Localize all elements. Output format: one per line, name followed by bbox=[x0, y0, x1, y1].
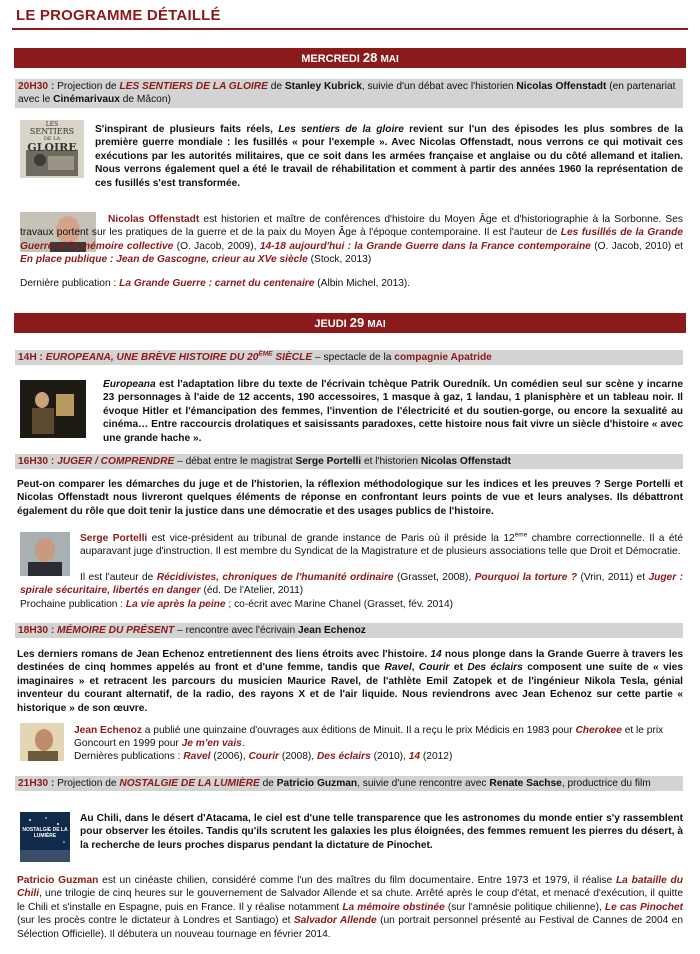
text: Dernière publication : bbox=[20, 278, 120, 289]
text: Prochaine publication : bbox=[20, 599, 126, 610]
text: est historien et maître de conférences d'histoire du Moyen Âge et d'historiographie à la Sorbonne. Ses travaux portent sur les pratiques de la guerre et de la paix du Moyen Âge à l'époque contemporaine. Il est l'auteur de bbox=[20, 214, 683, 239]
text: Projection de bbox=[54, 778, 120, 789]
text: , une trilogie de cinq heures sur le gouvernement de Salvador Allende et sa chute. Arrêté après le coup d'état, et menacé d'exécution, il quitte le Chili et s'installe en Espagne, puis en France. Il y réalise notamment bbox=[17, 888, 683, 913]
text: (en partenariat avec le bbox=[18, 81, 676, 106]
last-publications-echenoz bbox=[74, 750, 452, 763]
book-title: La bataille du Chili bbox=[17, 875, 683, 900]
book-title: Pourquoi la torture ? bbox=[474, 572, 578, 583]
text: Peut-on comparer les démarches du juge et de l'historien, la réflexion méthodologique sur les indices et les preuves ? Serge Portelli et Nicolas Offenstadt nous livreront quelques éléments de réponse en confrontant leurs points de vue et leurs analyses. Ils débattront également du rôle que doit tenir la justice dans une démocratie et des usages publics de l'histoire. bbox=[17, 479, 683, 517]
text: Au Chili, dans le désert d'Atacama, le ciel est d'une telle transparence que les astronomes du monde entier s'y rassemblent pour observer les étoiles. Tandis qu'ils scrutent les galaxies les plus éloignées, des femmes remuent les pierres du désert, à la recherche de leurs proches disparus pendant la dictature de Pinochet. bbox=[80, 813, 683, 851]
text: , suivie d'un débat avec l'historien bbox=[361, 81, 517, 92]
text: est vice-président au tribunal de grande instance de Paris où il préside la 12 bbox=[147, 533, 515, 544]
book-title: La mémoire obstinée bbox=[342, 901, 445, 913]
book-title: Des éclairs bbox=[316, 751, 371, 762]
film-synopsis-sentiers bbox=[95, 123, 683, 190]
show-title bbox=[43, 352, 312, 363]
superscript: ÈME bbox=[258, 350, 273, 358]
portrait-image bbox=[20, 532, 70, 576]
text: , suivie d'une rencontre avec bbox=[357, 778, 490, 789]
guest-name: Nicolas Offenstadt bbox=[516, 81, 607, 92]
text: et le prix Goncourt en 1999 pour bbox=[74, 725, 664, 750]
book-title: Ravel bbox=[183, 751, 211, 762]
text: (Grasset, 2008), bbox=[393, 572, 475, 583]
text: et bbox=[449, 662, 468, 674]
bio-name: Nicolas Offenstadt bbox=[108, 214, 200, 225]
bio-nicolas-offenstadt bbox=[20, 213, 683, 267]
session-time: 16H30 : bbox=[18, 456, 55, 467]
text: chambre correctionnelle. Il a été auparavant juge d'instruction. Il est membre du Syndicat de la Magistrature et de plusieurs associations telle que Droit et Démocratie. bbox=[80, 533, 683, 558]
last-publication-offenstadt bbox=[20, 277, 410, 290]
day-number: 29 bbox=[349, 315, 365, 330]
text: et l'historien bbox=[361, 456, 421, 467]
text: S'inspirant de plusieurs faits réels, bbox=[95, 124, 279, 135]
show-title: Europeana bbox=[103, 379, 156, 390]
book-title: La Grande Guerre : carnet du centenaire bbox=[119, 278, 315, 289]
text: de bbox=[267, 81, 285, 92]
book-title: Courir bbox=[248, 751, 279, 762]
partner-name: Cinémarivaux bbox=[53, 94, 120, 106]
text: – rencontre avec l'écrivain bbox=[174, 625, 298, 636]
text: Projection de bbox=[54, 81, 120, 92]
text: , productrice du film bbox=[561, 778, 651, 789]
text: . bbox=[241, 738, 245, 750]
text: est un cinéaste chilien, considéré comme l'un des maîtres du film documentaire. Entre 1973 et 1979, il réalise bbox=[98, 875, 616, 886]
show-photo-europeana bbox=[20, 380, 86, 438]
text: SIÈCLE bbox=[272, 352, 313, 363]
text: (2006), bbox=[210, 751, 249, 762]
book-title: Salvador Allende bbox=[293, 915, 377, 927]
text: de Mâcon) bbox=[119, 94, 171, 106]
text: (Vrin, 2011) et bbox=[577, 572, 649, 583]
text: (O. Jacob, 2010) et bbox=[590, 240, 684, 252]
bio-name: Patricio Guzman bbox=[17, 875, 99, 886]
poster-line: DE LA bbox=[43, 135, 61, 142]
text: est l'adaptation libre du texte de l'écrivain tchèque Patrik Ouredník. Un comédien seul sur scène y incarne 23 personnages à l'aide de 12 accents, 190 accessoires, 1 masque à gaz, 1 landau, 1 planisphère et un tableau noir. Il évoque Hitler et l'émancipation des femmes, l'invention de l'électricité et du soutien-gorge, ou encore la sexualité au cinéma… Entre raccourcis drolatiques et saisissants paradoxes, cette histoire nous fait vivre un siècle d'histoire « avec une grande hache ». bbox=[103, 379, 683, 444]
book-title: Le cas Pinochet bbox=[604, 901, 683, 913]
poster-title bbox=[20, 122, 84, 153]
portrait-serge-portelli bbox=[20, 532, 70, 576]
text: composent une suite de « vies imaginaires » et retracent les parcours du musicien Maurice Ravel, de l'athlète Emil Zatopek et de l'ingénieur Nikola Tesla, génial inventeur du courant alternatif, de la radio, des rayons X et de l'air liquide. Nous reviendrons avec Jean Echenoz sur cette partie « historique » de son œuvre. bbox=[17, 662, 683, 714]
company-name: compagnie Apatride bbox=[394, 352, 492, 363]
book-title: Je m'en vais bbox=[181, 738, 242, 750]
book-title: Les fusillés de la Grande Guerre et la mémoire collective bbox=[20, 227, 683, 252]
text: (Stock, 2013) bbox=[307, 254, 372, 266]
film-title: LES SENTIERS DE LA GLOIRE bbox=[119, 81, 268, 92]
day-weekday: MERCREDI bbox=[301, 53, 360, 65]
day-month: MAI bbox=[380, 54, 399, 65]
session-header-1630 bbox=[15, 454, 683, 469]
portrait-image bbox=[20, 723, 64, 761]
film-title: Les sentiers de la gloire bbox=[278, 124, 404, 135]
title-divider bbox=[12, 28, 688, 30]
text: Dernières publications : bbox=[74, 751, 184, 762]
guest-name: Jean Echenoz bbox=[297, 625, 366, 636]
books-serge-portelli bbox=[20, 571, 683, 598]
day-month: MAI bbox=[367, 319, 386, 330]
text: revient sur l'un des épisodes les plus sombres de la première guerre mondiale : les fusillés « pour l'exemple ». Avec Nicolas Offenstadt, nous verrons ce qui motivait ces exécutions par les autorités militaires, que ce soit dans les armées française et anglaise ou du côté allemand et italien. Nous verrons également quel a été le travail de réhabilitation et comment à partir des années 1960 la représentation de ces fusillés s'est transformée. bbox=[95, 124, 684, 189]
director-name: Patricio Guzman bbox=[276, 778, 358, 789]
guest-name: Serge Portelli bbox=[295, 456, 362, 467]
session-time: 18H30 : bbox=[18, 625, 55, 636]
text: (sur l'amnésie politique chilienne), bbox=[444, 901, 605, 913]
book-title: Courir bbox=[418, 662, 450, 674]
text: ; co-écrit avec Marine Chanel (Grasset, fév. 2014) bbox=[225, 599, 454, 610]
book-title: Des éclairs bbox=[467, 662, 523, 674]
session-header-2030 bbox=[15, 79, 683, 108]
next-publication-portelli bbox=[20, 598, 453, 611]
debate-title: JUGER / COMPRENDRE bbox=[54, 456, 175, 467]
debate-description bbox=[17, 478, 683, 518]
superscript: ème bbox=[514, 531, 528, 539]
director-name: Stanley Kubrick bbox=[284, 81, 362, 92]
text: (sur les procès contre le dictateur à Londres et Santiago) et bbox=[17, 915, 294, 927]
guest-name: Nicolas Offenstadt bbox=[420, 456, 511, 467]
poster-line: GLOIRE bbox=[27, 140, 77, 154]
session-header-1400 bbox=[15, 350, 683, 365]
day-banner-thursday bbox=[14, 313, 686, 333]
text: (Albin Michel, 2013). bbox=[314, 278, 411, 289]
book-title: 14 bbox=[430, 649, 442, 660]
text: (un portrait personnel présenté au Festival de Cannes de 2004 en Sélection Officielle). Il débutera un nouveau tournage en février 2014. bbox=[17, 915, 683, 940]
text: EUROPEANA, UNE BRÈVE HISTOIRE DU 20 bbox=[42, 352, 259, 363]
day-banner-wednesday bbox=[14, 48, 686, 68]
film-poster-nostalgie bbox=[20, 812, 70, 862]
text: (éd. De l'Atelier, 2011) bbox=[200, 585, 304, 597]
text: nous plonge dans la Grande Guerre à travers les destinées de cinq hommes appelés au front et d'une femme, tandis que bbox=[17, 649, 684, 674]
bio-name: Jean Echenoz bbox=[74, 725, 142, 736]
bio-serge-portelli bbox=[80, 532, 683, 559]
text: – spectacle de la bbox=[312, 352, 395, 363]
text: (2010), bbox=[370, 751, 409, 762]
text: – débat entre le magistrat bbox=[174, 456, 296, 467]
show-description-europeana bbox=[103, 378, 683, 445]
echenoz-description bbox=[17, 648, 683, 715]
guest-name: Renate Sachse bbox=[489, 778, 562, 789]
page-title: LE PROGRAMME DÉTAILLÉ bbox=[16, 7, 221, 24]
book-title: La vie après la peine bbox=[125, 599, 226, 610]
session-time: 21H30 : bbox=[18, 778, 55, 789]
session-time: 20H30 : bbox=[18, 81, 55, 92]
film-poster-sentiers bbox=[20, 120, 84, 178]
bio-patricio-guzman bbox=[17, 874, 683, 941]
session-time: 14H : bbox=[18, 352, 43, 363]
text: (2008), bbox=[279, 751, 317, 762]
book-title: Juger : spirale sécuritaire, libertés en danger bbox=[20, 572, 683, 597]
text: (O. Jacob, 2009), bbox=[173, 240, 260, 252]
session-header-1830 bbox=[15, 623, 683, 638]
text: de bbox=[259, 778, 277, 789]
film-title: NOSTALGIE DE LA LUMIÈRE bbox=[119, 778, 260, 789]
bio-jean-echenoz bbox=[74, 724, 683, 751]
poster-line: LES bbox=[45, 121, 59, 128]
text: Il est l'auteur de bbox=[80, 572, 157, 583]
session-header-2130 bbox=[15, 776, 683, 791]
book-title: Cherokee bbox=[575, 725, 622, 736]
text: Les derniers romans de Jean Echenoz entretiennent des liens étroits avec l'histoire. bbox=[17, 649, 431, 660]
bio-name: Serge Portelli bbox=[80, 533, 148, 544]
show-image bbox=[20, 380, 86, 438]
poster-line: SENTIERS bbox=[29, 127, 75, 137]
day-weekday: JEUDI bbox=[314, 318, 347, 330]
book-title: Récidivistes, chroniques de l'humanité ordinaire bbox=[156, 572, 394, 583]
poster-title: NOSTALGIE DE LA LUMIÈRE bbox=[22, 827, 68, 839]
book-title: En place publique : Jean de Gascogne, crieur au XVe siècle bbox=[20, 254, 308, 266]
portrait-jean-echenoz bbox=[20, 723, 64, 761]
book-title: Ravel bbox=[384, 662, 412, 674]
book-title: 14 bbox=[408, 751, 421, 762]
day-number: 28 bbox=[362, 50, 378, 65]
text: , bbox=[411, 662, 419, 674]
text: a publié une quinzaine d'ouvrages aux éditions de Minuit. Il a reçu le prix Médicis en 1983 pour bbox=[141, 725, 576, 736]
text: (2012) bbox=[420, 751, 453, 762]
film-synopsis-nostalgie bbox=[80, 812, 683, 852]
meeting-title: MÉMOIRE DU PRÉSENT bbox=[54, 625, 175, 636]
book-title: 14-18 aujourd'hui : la Grande Guerre dans la France contemporaine bbox=[259, 240, 591, 252]
